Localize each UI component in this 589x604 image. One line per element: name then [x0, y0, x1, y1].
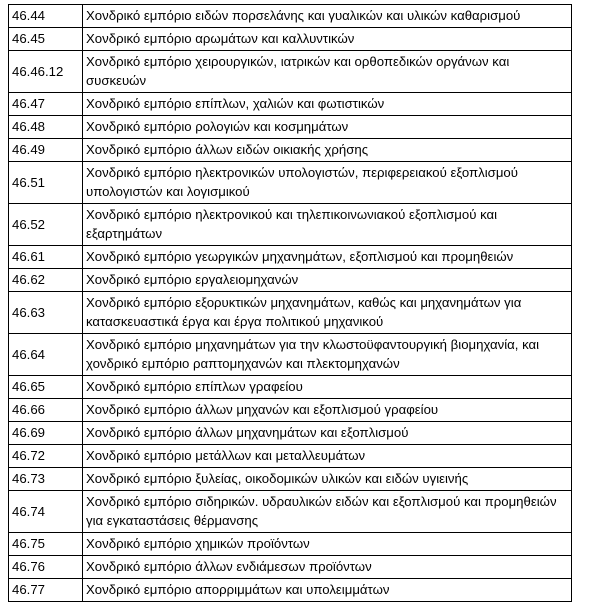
activity-codes-body [9, 5, 572, 602]
activity-code: 46.69 [9, 422, 83, 445]
activity-code: 46.51 [9, 162, 83, 204]
activity-description: Χονδρικό εμπόριο άλλων ενδιάμεσων προϊόντων [83, 556, 572, 579]
table-row [9, 116, 572, 139]
activity-code: 46.49 [9, 139, 83, 162]
activity-description: Χονδρικό εμπόριο ξυλείας, οικοδομικών υλικών και ειδών υγιεινής [83, 468, 572, 491]
table-row [9, 139, 572, 162]
table-row [9, 579, 572, 602]
table-row [9, 399, 572, 422]
activity-description: Χονδρικό εμπόριο χημικών προϊόντων [83, 533, 572, 556]
activity-description: Χονδρικό εμπόριο ειδών πορσελάνης και γυαλικών και υλικών καθαρισμού [83, 5, 572, 28]
activity-code: 46.64 [9, 334, 83, 376]
activity-code: 46.74 [9, 491, 83, 533]
activity-description: Χονδρικό εμπόριο επίπλων γραφείου [83, 376, 572, 399]
activity-code: 46.52 [9, 204, 83, 246]
activity-codes-table [8, 4, 572, 602]
activity-code: 46.61 [9, 246, 83, 269]
activity-code: 46.77 [9, 579, 83, 602]
activity-code: 46.75 [9, 533, 83, 556]
activity-code: 46.46.12 [9, 51, 83, 93]
activity-code: 46.48 [9, 116, 83, 139]
activity-code: 46.44 [9, 5, 83, 28]
table-row [9, 269, 572, 292]
activity-description: Χονδρικό εμπόριο επίπλων, χαλιών και φωτιστικών [83, 93, 572, 116]
table-row [9, 533, 572, 556]
activity-description: Χονδρικό εμπόριο άλλων ειδών οικιακής χρήσης [83, 139, 572, 162]
activity-code: 46.66 [9, 399, 83, 422]
activity-code: 46.65 [9, 376, 83, 399]
activity-description: Χονδρικό εμπόριο ηλεκτρονικών υπολογιστών, περιφερειακού εξοπλισμού υπολογιστών και λογισμικού [83, 162, 572, 204]
activity-description: Χονδρικό εμπόριο μετάλλων και μεταλλευμάτων [83, 445, 572, 468]
table-row [9, 246, 572, 269]
activity-description: Χονδρικό εμπόριο μηχανημάτων για την κλωστοϋφαντουργική βιομηχανία, και χονδρικό εμπόριο ραπτομηχανών και πλεκτομηχανών [83, 334, 572, 376]
activity-description: Χονδρικό εμπόριο ρολογιών και κοσμημάτων [83, 116, 572, 139]
table-row [9, 51, 572, 93]
table-row [9, 491, 572, 533]
activity-code: 46.47 [9, 93, 83, 116]
activity-description: Χονδρικό εμπόριο άλλων μηχανών και εξοπλισμού γραφείου [83, 399, 572, 422]
activity-code: 46.72 [9, 445, 83, 468]
activity-code: 46.45 [9, 28, 83, 51]
activity-description: Χονδρικό εμπόριο απορριμμάτων και υπολειμμάτων [83, 579, 572, 602]
activity-code: 46.62 [9, 269, 83, 292]
activity-description: Χονδρικό εμπόριο γεωργικών μηχανημάτων, εξοπλισμού και προμηθειών [83, 246, 572, 269]
table-row [9, 422, 572, 445]
table-row [9, 376, 572, 399]
table-row [9, 468, 572, 491]
activity-description: Χονδρικό εμπόριο εργαλειομηχανών [83, 269, 572, 292]
activity-description: Χονδρικό εμπόριο αρωμάτων και καλλυντικών [83, 28, 572, 51]
table-row [9, 292, 572, 334]
table-row [9, 556, 572, 579]
table-row [9, 445, 572, 468]
activity-code: 46.73 [9, 468, 83, 491]
activity-description: Χονδρικό εμπόριο άλλων μηχανημάτων και εξοπλισμού [83, 422, 572, 445]
activity-code: 46.63 [9, 292, 83, 334]
activity-description: Χονδρικό εμπόριο εξορυκτικών μηχανημάτων, καθώς και μηχανημάτων για κατασκευαστικά έργα και έργα πολιτικού μηχανικού [83, 292, 572, 334]
activity-description: Χονδρικό εμπόριο σιδηρικών. υδραυλικών ειδών και εξοπλισμού και προμηθειών για εγκαταστάσεις θέρμανσης [83, 491, 572, 533]
table-row [9, 204, 572, 246]
activity-description: Χονδρικό εμπόριο ηλεκτρονικού και τηλεπικοινωνιακού εξοπλισμού και εξαρτημάτων [83, 204, 572, 246]
table-row [9, 162, 572, 204]
table-row [9, 93, 572, 116]
table-row [9, 5, 572, 28]
activity-description: Χονδρικό εμπόριο χειρουργικών, ιατρικών και ορθοπεδικών οργάνων και συσκευών [83, 51, 572, 93]
table-row [9, 334, 572, 376]
table-row [9, 28, 572, 51]
activity-code: 46.76 [9, 556, 83, 579]
